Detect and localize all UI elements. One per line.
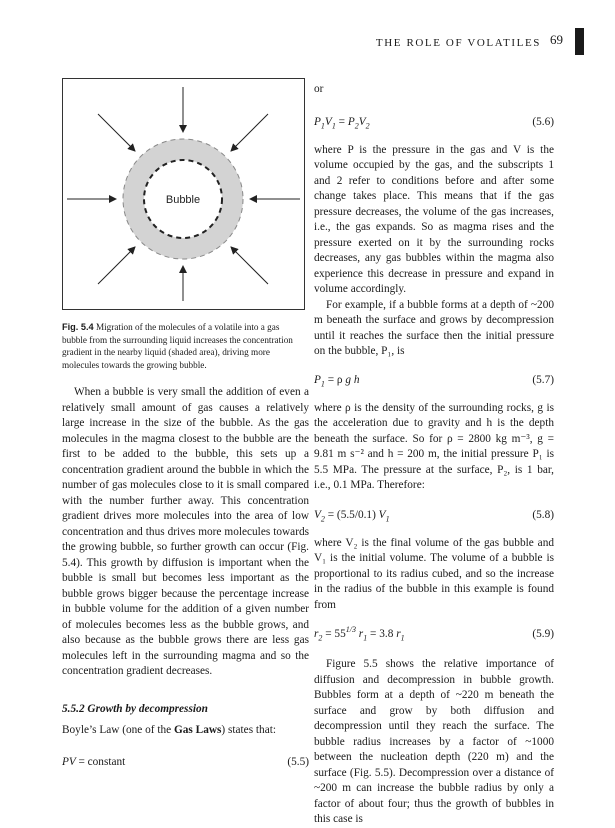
para-example: For example, if a bubble forms at a depth of ~200 m beneath the surface and grows by decompression until it reaches the surface then the initial pressure on the bubble, P₁, is [314,298,554,357]
bubble-diagram [63,79,304,309]
running-title: THE ROLE OF VOLATILES [375,37,541,49]
equation-number: (5.5) [287,755,309,768]
page-tab-marker [575,28,584,55]
equation-number: (5.9) [532,628,554,640]
arrow-top-right [231,114,268,151]
equation-number: (5.7) [532,373,554,386]
equation-5-6: $P_1V_1 = P_2V_2$ (5.6) [314,115,554,130]
para-boyle: Boyle’s Law (one of the Gas Laws) states that: [62,724,276,736]
arrow-bottom-left [98,247,135,284]
para-final-volume: where V₂ is the final volume of the gas bubble and V₁ is the initial volume. The volume of a bubble is proportional to its radius cubed, and so the increase in the radius of the bubble in this example is found from [314,536,554,611]
left-column [62,385,309,771]
para-pressure-volume: where P is the pressure in the gas and V is the volume occupied by the gas, and the subscripts 1 and 2 refer to conditions before and after some change takes place. This means that if the gas pressure decreases, the volume of the gas increases, i.e., the gas expands. So as magma rises and the pressure exerted on it by the surrounding rocks decreases, any gas bubbles within the magma also experience this decrease in pressure and expand in volume accordingly. [314,143,554,295]
page-number: 69 [550,32,563,47]
section-heading: 5.5.2 Growth by decompression [62,702,208,715]
caption-label: Fig. 5.4 [62,322,94,332]
equation-5-8: $V_2 = (5.5/0.1)$ $V_1$ (5.8) [314,508,554,523]
para-density: where ρ is the density of the surrounding rocks, g is the acceleration due to gravity and h is the depth beneath the surface. So for ρ = 2800 kg m⁻³, g = 9.81 m s⁻² and h = 200 m, the initial pressure P₁ is 5.5 MPa. The pressure at the surface, P₂, is 1 bar, i.e., 0.1 MPa. Therefore: [314,401,554,491]
right-column [314,82,554,828]
equation-5-7: $P_1 = \rho$ g h (5.7) [314,373,554,388]
figure-caption [62,321,305,371]
gas-laws-term: Gas Laws [174,724,222,736]
arrow-top-left [98,114,135,151]
para-diffusion: When a bubble is very small the addition of even a relatively small amount of gas causes a relatively large increase in the size of the bubble. As the gas molecules in the magma closest to the bubble are the first to be added to the bubble, this sets up a concentration gradient around the bubble in which the number of gas molecules close to it is small compared with the number further away. This concentration gradient drives more molecules into the area of low concentration and thus drives more molecules towards the growing bubble, so further growth can occur (Fig. 5.4). This growth by diffusion is important when the bubble is small but becomes less important as the bubble grows bigger because the percentage increase in bubble volume for the addition of a given number of molecules becomes less as the bubble grows, and also because as the bubble grows there are less gas molecules left in the surrounding magma and so the concentration gradient decreases. [62,386,309,677]
equation-5-5: PV = constant (5.5) [62,755,309,771]
bubble-label: Bubble [165,194,201,206]
arrow-bottom-right [231,247,268,284]
equation-number: (5.8) [532,508,554,521]
or-text: or [314,83,324,95]
figure-5-4 [62,78,305,310]
caption-text: Migration of the molecules of a volatile into a gas bubble from the surrounding liquid increases the concentration gradient in the nearby liquid (shaded area), driving more molecules towards the growing bubble. [62,322,293,370]
equation-number: (5.6) [532,115,554,128]
para-figure-5-5: Figure 5.5 shows the relative importance of diffusion and decompression in bubble growth. Bubbles form at a depth of ~220 m beneath the surface and grow by both diffusion and decompression until they reach the surface. The bubble radius increases by a factor of ~1000 between the nucleation depth (220 m) and the surface (Fig. 5.5). Decompression over a distance of ~200 m can increase the bubble radius by only a factor of about four; thus the growth of bubbles in this case is [314,658,554,825]
equation-5-9: $r_2 = 55^{1/3}$ $r_1 = 3.8$ $r_1$ (5.9) [314,625,554,643]
